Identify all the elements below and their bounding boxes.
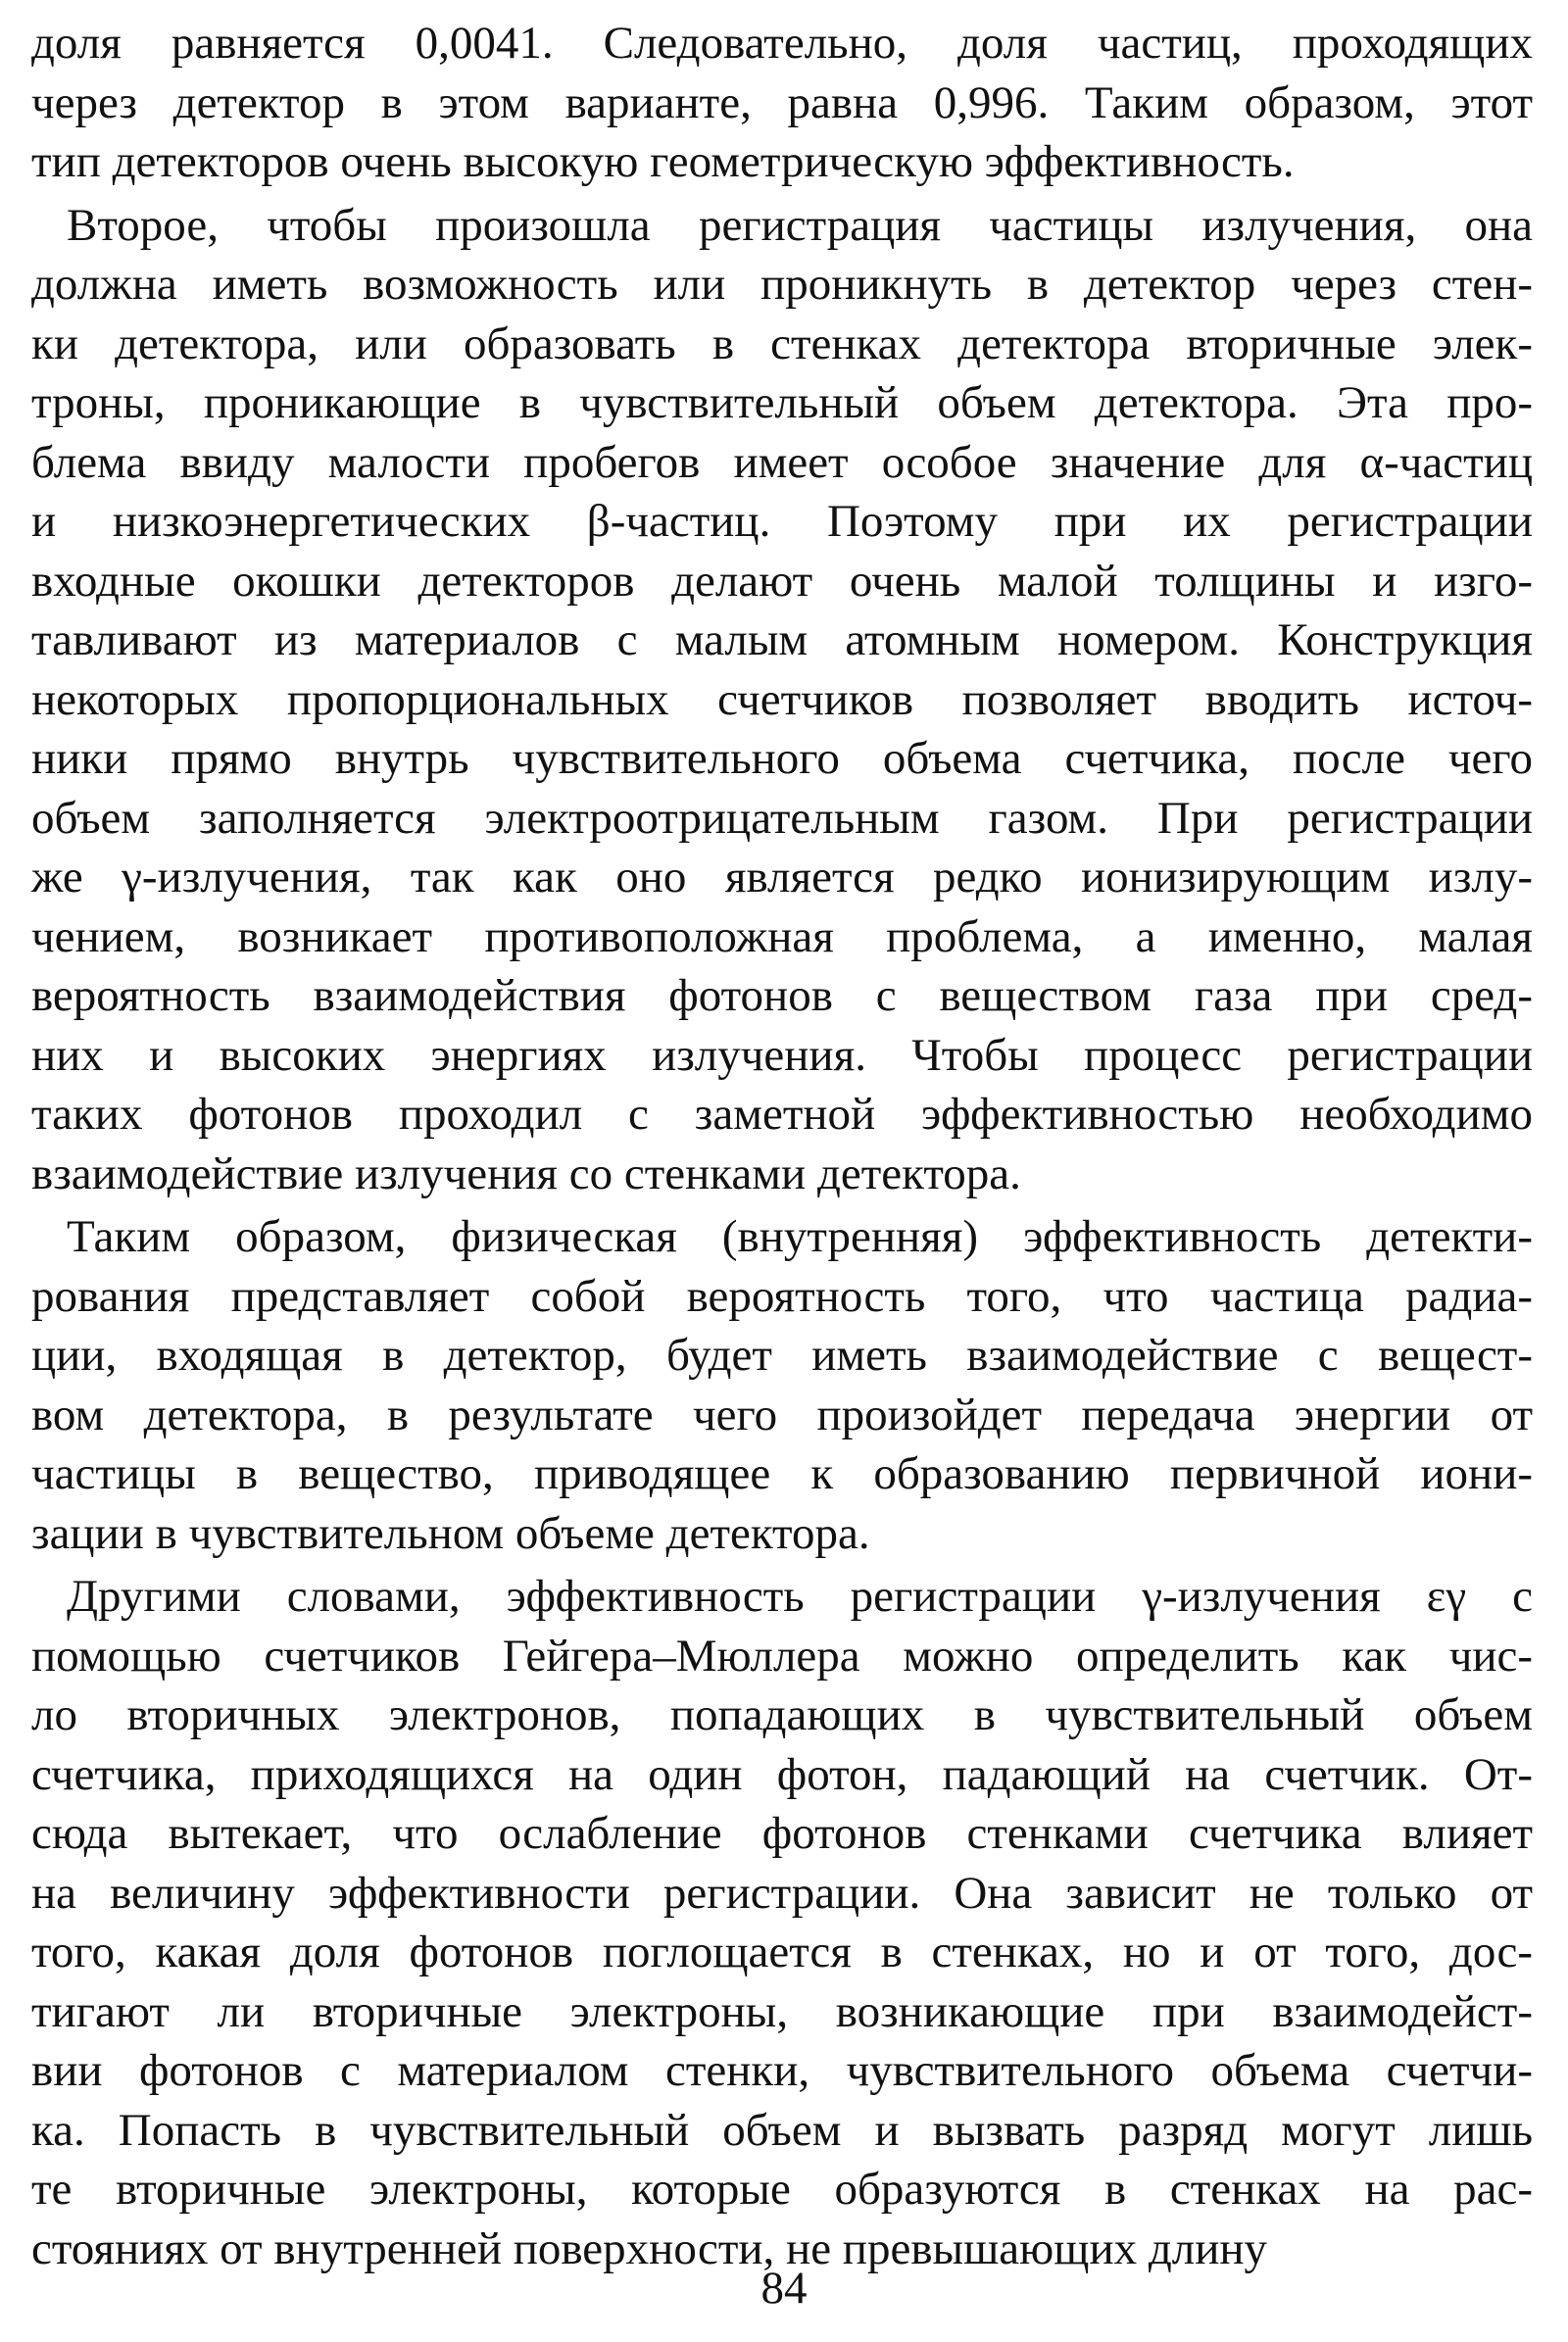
text-line: ло вторичных электронов, попадающих в чувствительный объем	[31, 1689, 1533, 1740]
text-line: рования представляет собой вероятность того, что частица радиа-	[31, 1270, 1533, 1322]
text-line: вии фотонов с материалом стенки, чувствительного объема счетчи-	[31, 2045, 1533, 2096]
text-line: ники прямо внутрь чувствительного объема счетчика, после чего	[31, 733, 1533, 784]
text-line: сюда вытекает, что ослабление фотонов стенками счетчика влияет	[31, 1808, 1533, 1859]
text-line: входные окошки детекторов делают очень малой толщины и изго-	[31, 555, 1533, 607]
text-line: Другими словами, эффективность регистрации γ-излучения εγ с	[67, 1571, 1533, 1622]
text-line: же γ-излучения, так как оно является редко ионизирующим излу-	[31, 852, 1533, 903]
text-line: доля равняется 0,0041. Следовательно, доля частиц, проходящих	[31, 18, 1533, 69]
text-line: тавливают из материалов с малым атомным номером. Конструкция	[31, 614, 1533, 665]
text-line: помощью счетчиков Гейгера–Мюллера можно определить как чис-	[31, 1630, 1533, 1682]
text-line: них и высоких энергиях излучения. Чтобы процесс регистрации	[31, 1029, 1533, 1081]
text-line: ка. Попасть в чувствительный объем и вызвать разряд могут лишь	[31, 2104, 1533, 2156]
text-line: ции, входящая в детектор, будет иметь взаимодействие с вещест-	[31, 1330, 1533, 1381]
paragraph	[31, 1567, 1533, 2278]
text-line: тигают ли вторичные электроны, возникающие при взаимодейст-	[31, 1985, 1533, 2037]
text-line: вом детектора, в результате чего произойдет передача энергии от	[31, 1389, 1533, 1440]
text-line: ки детектора, или образовать в стенках детектора вторичные элек-	[31, 317, 1533, 369]
text-line: зации в чувствительном объеме детектора.	[31, 1507, 870, 1559]
text-line: на величину эффективности регистрации. Она зависит не только от	[31, 1867, 1533, 1919]
text-line: взаимодействие излучения со стенками детектора.	[31, 1147, 1021, 1199]
paragraph	[31, 196, 1533, 1204]
text-line: счетчика, приходящихся на один фотон, падающий на счетчик. От-	[31, 1748, 1533, 1800]
text-line: через детектор в этом варианте, равна 0,996. Таким образом, этот	[31, 76, 1533, 128]
text-line: чением, возникает противоположная проблема, а именно, малая	[31, 910, 1533, 962]
text-line: объем заполняется электроотрицательным газом. При регистрации	[31, 792, 1533, 844]
text-line: частицы в вещество, приводящее к образованию первичной иони-	[31, 1448, 1533, 1499]
text-line: некоторых пропорциональных счетчиков позволяет вводить источ-	[31, 673, 1533, 725]
text-line: того, какая доля фотонов поглощается в стенках, но и от того, дос-	[31, 1927, 1533, 1977]
body-text	[31, 14, 1533, 2278]
text-line: стояниях от внутренней поверхности, не превышающих длину	[31, 2222, 1268, 2274]
text-line: Таким образом, физическая (внутренняя) эффективность детекти-	[67, 1211, 1533, 1262]
text-line: и низкоэнергетических β-частиц. Поэтому при их регистрации	[31, 496, 1533, 547]
page-number: 84	[760, 2263, 808, 2314]
text-line: таких фотонов проходил с заметной эффективностью необходимо	[31, 1089, 1533, 1140]
text-line: Второе, чтобы произошла регистрация частицы излучения, она	[67, 199, 1533, 251]
text-line: тип детекторов очень высокую геометрическую эффективность.	[31, 136, 1295, 187]
text-line: должна иметь возможность или проникнуть в детектор через стен-	[31, 259, 1533, 310]
text-line: те вторичные электроны, которые образуются в стенках на рас-	[31, 2164, 1533, 2215]
paragraph	[31, 14, 1533, 192]
text-line: блема ввиду малости пробегов имеет особое значение для α-частиц	[31, 436, 1533, 488]
paragraph	[31, 1207, 1533, 1563]
text-line: троны, проникающие в чувствительный объем детектора. Эта про-	[31, 377, 1533, 428]
text-line: вероятность взаимодействия фотонов с веществом газа при сред-	[31, 970, 1533, 1021]
